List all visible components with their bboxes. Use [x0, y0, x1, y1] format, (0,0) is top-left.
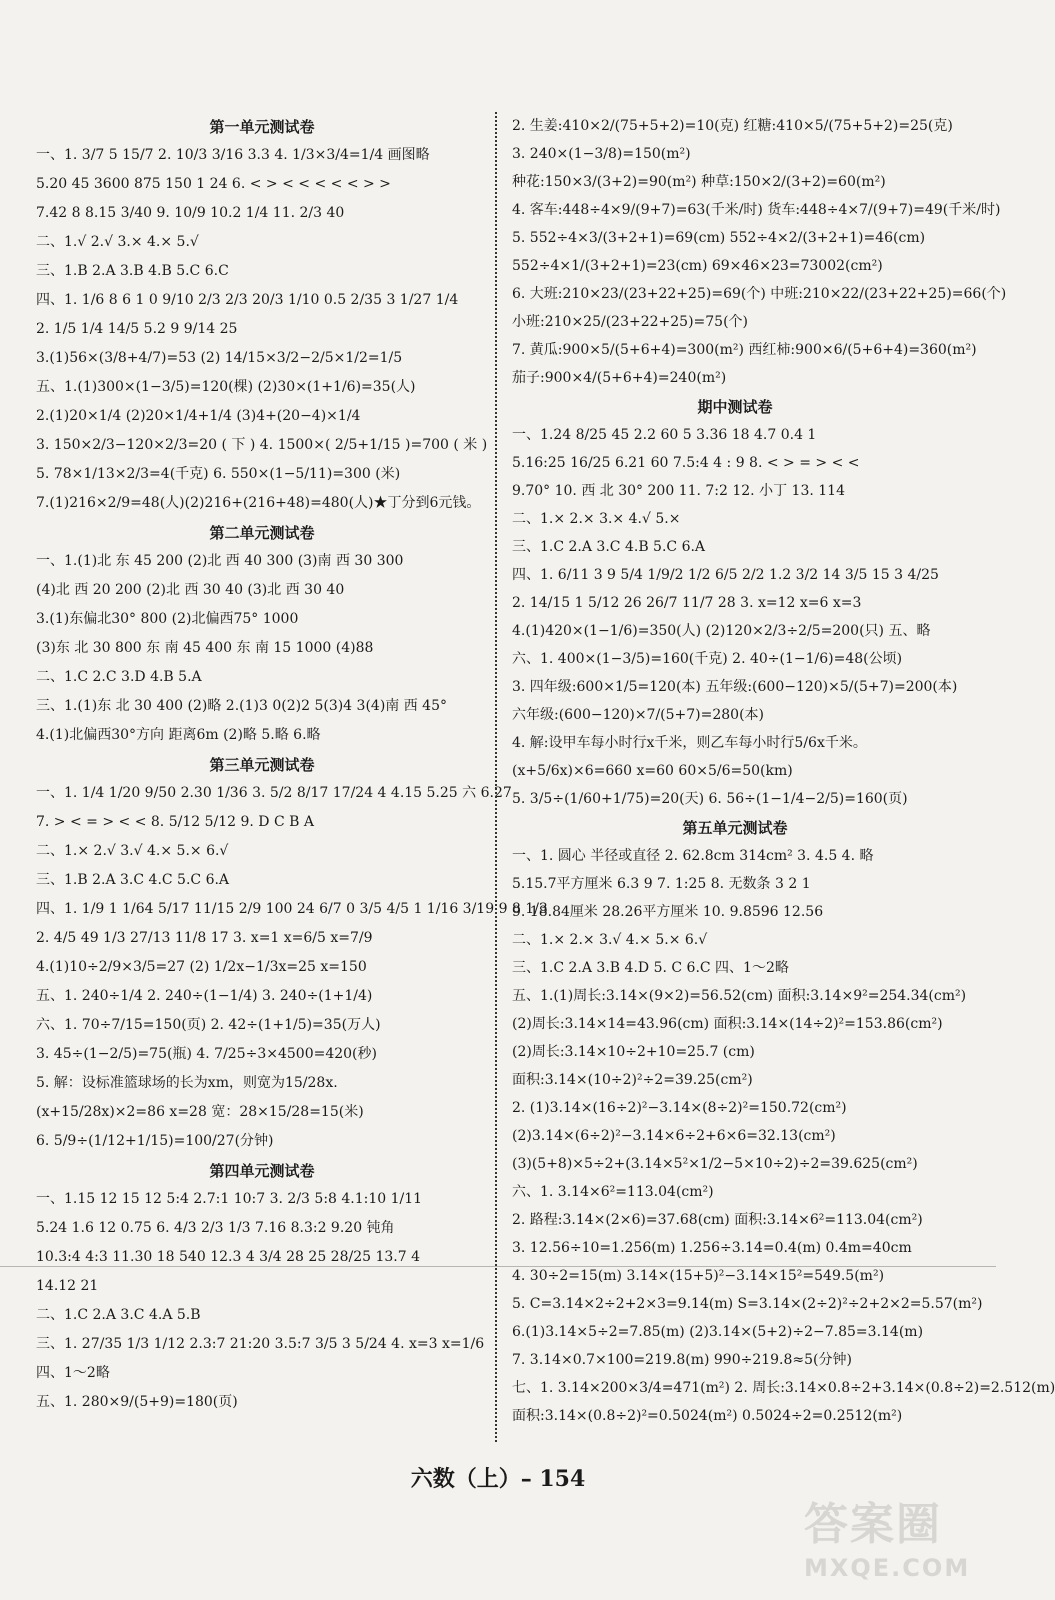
answer-line: 14.12 21: [36, 1278, 99, 1294]
answer-line: 六年级:(600−120)×7/(5+7)=280(本): [512, 707, 765, 723]
answer-line: 三、1.C 2.A 3.C 4.B 5.C 6.A: [512, 539, 706, 555]
answer-line: 2.(1)20×1/4 (2)20×1/4+1/4 (3)4+(20−4)×1/4: [36, 408, 361, 424]
answer-line: 5. C=3.14×2÷2+2×3=9.14(m) S=3.14×(2÷2)²÷2+2×2=5.57(m²): [512, 1296, 983, 1312]
answer-line: 五、1.(1)周长:3.14×(9×2)=56.52(cm) 面积:3.14×9²=254.34(cm²): [512, 988, 967, 1004]
answer-line: 四、1～2略: [36, 1365, 110, 1381]
answer-line: 五、1. 280×9/(5+9)=180(页): [36, 1394, 238, 1410]
answer-line: 7. 3.14×0.7×100=219.8(m) 990÷219.8≈5(分钟): [512, 1352, 852, 1368]
section-title: 第四单元测试卷: [209, 1162, 315, 1180]
answer-line: 3.(1)56×(3/8+4/7)=53 (2) 14/15×3/2−2/5×1/2=1/5: [36, 350, 403, 366]
answer-line: 5. 解：设标准篮球场的长为xm，则宽为15/28x.: [36, 1075, 338, 1091]
answer-line: 6. 5/9÷(1/12+1/15)=100/27(分钟): [36, 1133, 274, 1149]
answer-line: 3.(1)东偏北30° 800 (2)北偏西75° 1000: [36, 611, 299, 627]
answer-line: 小班:210×25/(23+22+25)=75(个): [512, 314, 748, 330]
answer-line: 3. 240×(1−3/8)=150(m²): [512, 146, 691, 162]
answer-line: 种花:150×3/(3+2)=90(m²) 种草:150×2/(3+2)=60(m²): [512, 174, 886, 190]
answer-line: 二、1.C 2.C 3.D 4.B 5.A: [36, 669, 202, 685]
answer-line: 一、1.24 8/25 45 2.2 60 5 3.36 18 4.7 0.4 1: [512, 427, 817, 443]
answer-line: 5. 78×1/13×2/3=4(千克) 6. 550×(1−5/11)=300 (米): [36, 466, 401, 482]
answer-line: 5. 552÷4×3/(3+2+1)=69(cm) 552÷4×2/(3+2+1)=46(cm): [512, 230, 926, 246]
answer-line: (2)周长:3.14×10÷2+10=25.7 (cm): [512, 1044, 755, 1060]
answer-line: 4.(1)北偏西30°方向 距离6m (2)略 5.略 6.略: [36, 727, 321, 743]
answer-line: 面积:3.14×(10÷2)²÷2=39.25(cm²): [512, 1072, 753, 1088]
watermark-text: 答案圈: [804, 1499, 942, 1550]
watermark-url: MXQE.COM: [804, 1554, 971, 1582]
answer-line: 7.42 8 8.15 3/40 9. 10/9 10.2 1/4 11. 2/3 40: [36, 205, 345, 221]
answer-line: 4.(1)420×(1−1/6)=350(人) (2)120×2/3÷2/5=200(只) 五、略: [512, 623, 931, 639]
answer-line: 2. 生姜:410×2/(75+5+2)=10(克) 红糖:410×5/(75+5+2)=25(克): [512, 118, 953, 134]
section-title: 第一单元测试卷: [209, 118, 315, 136]
answer-line: (3)东 北 30 800 东 南 45 400 东 南 15 1000 (4)88: [36, 640, 374, 656]
section-title: 第五单元测试卷: [682, 819, 788, 837]
answer-line: 7. 黄瓜:900×5/(5+6+4)=300(m²) 西红柿:900×6/(5+6+4)=360(m²): [512, 342, 977, 358]
answer-line: 六、1. 400×(1−3/5)=160(千克) 2. 40÷(1−1/6)=48(公顷): [512, 651, 903, 667]
answer-line: 六、1. 3.14×6²=113.04(cm²): [512, 1184, 714, 1200]
answer-line: (2)3.14×(6÷2)²−3.14×6÷2+6×6=32.13(cm²): [512, 1128, 836, 1144]
answer-line: 二、1.× 2.× 3.√ 4.× 5.× 6.√: [512, 932, 708, 948]
answer-line: 5.20 45 3600 875 150 1 24 6. < > < < < < < > >: [36, 176, 391, 192]
answer-line: 一、1. 3/7 5 15/7 2. 10/3 3/16 3.3 4. 1/3×3/4=1/4 画图略: [36, 147, 430, 163]
answer-line: 5. 3/5÷(1/60+1/75)=20(天) 6. 56÷(1−1/4−2/5)=160(页): [512, 791, 908, 807]
answer-line: 2. 14/15 1 5/12 26 26/7 11/7 28 3. x=12 x=6 x=3: [512, 595, 862, 611]
answer-line: 四、1. 1/9 1 1/64 5/17 11/15 2/9 100 24 6/7 0 3/5 4/5 1 1/16 3/19 9 8 1/3: [36, 901, 548, 917]
left-column: [36, 112, 548, 1417]
answer-line: 4. 解:设甲车每小时行x千米，则乙车每小时行5/6x千米。: [512, 735, 867, 751]
answer-line: (2)周长:3.14×14=43.96(cm) 面积:3.14×(14÷2)²=153.86(cm²): [512, 1016, 943, 1032]
answer-line: 三、1.B 2.A 3.C 4.C 5.C 6.A: [36, 872, 230, 888]
answer-line: 五、1.(1)300×(1−3/5)=120(棵) (2)30×(1+1/6)=35(人): [36, 379, 416, 395]
answer-line: 四、1. 6/11 3 9 5/4 1/9/2 1/2 6/5 2/2 1.2 3/2 14 3/5 15 3 4/25: [512, 567, 939, 583]
page-footer: 六数（上）– 154: [410, 1466, 586, 1492]
answer-line: 2. 4/5 49 1/3 27/13 11/8 17 3. x=1 x=6/5 x=7/9: [36, 930, 373, 946]
section-title: 期中测试卷: [697, 398, 773, 416]
answer-line: 3. 150×2/3−120×2/3=20 ( 下 ) 4. 1500×( 2/5+1/15 )=700 ( 米 ): [36, 437, 488, 453]
right-column: [512, 112, 1055, 1430]
scan-line: [0, 1266, 996, 1267]
answer-line: 六、1. 70÷7/15=150(页) 2. 42÷(1+1/5)=35(万人): [36, 1017, 381, 1033]
answer-line: 一、1. 1/4 1/20 9/50 2.30 1/36 3. 5/2 8/17 17/24 4 4.15 5.25 六 6.27: [36, 785, 512, 801]
answer-line: 2. 1/5 1/4 14/5 5.2 9 9/14 25: [36, 321, 238, 337]
answer-line: 五、1. 240÷1/4 2. 240÷(1−1/4) 3. 240÷(1+1/4): [36, 988, 373, 1004]
answer-line: 三、1.B 2.A 3.B 4.B 5.C 6.C: [36, 263, 229, 279]
answer-line: 二、1.C 2.A 3.C 4.A 5.B: [36, 1307, 201, 1323]
answer-line: 二、1.√ 2.√ 3.× 4.× 5.√: [36, 234, 199, 250]
answer-line: 3. 四年级:600×1/5=120(本) 五年级:(600−120)×5/(5+7)=200(本): [512, 679, 958, 695]
answer-line: 4. 30÷2=15(m) 3.14×(15+5)²−3.14×15²=549.5(m²): [512, 1268, 885, 1284]
answer-line: 七、1. 3.14×200×3/4=471(m²) 2. 周长:3.14×0.8÷2+3.14×(0.8÷2)=2.512(m): [512, 1380, 1055, 1396]
answer-line: (x+15/28x)×2=86 x=28 宽：28×15/28=15(米): [36, 1104, 364, 1120]
answer-line: 一、1.(1)北 东 45 200 (2)北 西 40 300 (3)南 西 30 300: [36, 553, 404, 569]
answer-line: 10.3:4 4:3 11.30 18 540 12.3 4 3/4 28 25 28/25 13.7 4: [36, 1249, 421, 1265]
answer-line: 3. 12.56÷10=1.256(m) 1.256÷3.14=0.4(m) 0.4m=40cm: [512, 1240, 912, 1256]
answer-line: 三、1.(1)东 北 30 400 (2)略 2.(1)3 0(2)2 5(3)4 3(4)南 西 45°: [36, 698, 447, 714]
answer-line: 三、1.C 2.A 3.B 4.D 5. C 6.C 四、1～2略: [512, 960, 789, 976]
answer-line: 5.16:25 16/25 6.21 60 7.5:4 4 : 9 8. < > = > < <: [512, 455, 860, 471]
answer-line: 三、1. 27/35 1/3 1/12 2.3:7 21:20 3.5:7 3/5 3 5/24 4. x=3 x=1/6: [36, 1336, 485, 1352]
answer-line: 5.15.7平方厘米 6.3 9 7. 1:25 8. 无数条 3 2 1: [512, 876, 811, 892]
answer-line: 二、1.× 2.√ 3.√ 4.× 5.× 6.√: [36, 843, 229, 859]
answer-line: 茄子:900×4/(5+6+4)=240(m²): [512, 370, 727, 386]
answer-line: (4)北 西 20 200 (2)北 西 30 40 (3)北 西 30 40: [36, 582, 345, 598]
answer-line: 2. 路程:3.14×(2×6)=37.68(cm) 面积:3.14×6²=113.04(cm²): [512, 1212, 923, 1228]
answer-line: 4.(1)10÷2/9×3/5=27 (2) 1/2x−1/3x=25 x=150: [36, 959, 367, 975]
answer-line: 3. 45÷(1−2/5)=75(瓶) 4. 7/25÷3×4500=420(秒): [36, 1046, 377, 1062]
answer-line: 面积:3.14×(0.8÷2)²=0.5024(m²) 0.5024÷2=0.2512(m²): [512, 1408, 903, 1424]
answer-line: 9.70° 10. 西 北 30° 200 11. 7:2 12. 小丁 13. 114: [512, 483, 845, 499]
answer-line: 7.(1)216×2/9=48(人)(2)216+(216+48)=480(人)★丁分到6元钱。: [36, 495, 481, 511]
answer-line: (3)(5+8)×5÷2+(3.14×5²×1/2−5×10÷2)÷2=39.625(cm²): [512, 1156, 918, 1172]
answer-line: 二、1.× 2.× 3.× 4.√ 5.×: [512, 511, 681, 527]
answer-line: 6.(1)3.14×5÷2=7.85(m) (2)3.14×(5+2)÷2−7.85=3.14(m): [512, 1324, 924, 1340]
watermark-logo: [804, 1488, 974, 1583]
answer-line: 2. (1)3.14×(16÷2)²−3.14×(8÷2)²=150.72(cm²): [512, 1100, 847, 1116]
answer-line: (x+5/6x)×6=660 x=60 60×5/6=50(km): [512, 763, 793, 779]
answer-line: 5.24 1.6 12 0.75 6. 4/3 2/3 1/3 7.16 8.3:2 9.20 钝角: [36, 1220, 395, 1236]
answer-line: 一、1. 圆心 半径或直径 2. 62.8cm 314cm² 3. 4.5 4. 略: [512, 848, 874, 864]
answer-line: 7. > < = > < < 8. 5/12 5/12 9. D C B A: [36, 814, 314, 830]
answer-line: 9. 18.84厘米 28.26平方厘米 10. 9.8596 12.56: [512, 904, 824, 920]
answer-line: 4. 客车:448÷4×9/(9+7)=63(千米/时) 货车:448÷4×7/(9+7)=49(千米/时): [512, 202, 1001, 218]
answer-line: 6. 大班:210×23/(23+22+25)=69(个) 中班:210×22/(23+22+25)=66(个): [512, 286, 1007, 302]
section-title: 第三单元测试卷: [209, 756, 315, 774]
section-title: 第二单元测试卷: [209, 524, 315, 542]
answer-line: 四、1. 1/6 8 6 1 0 9/10 2/3 2/3 20/3 1/10 0.5 2/35 3 1/27 1/4: [36, 292, 459, 308]
column-divider: [495, 112, 497, 1442]
answer-line: 552÷4×1/(3+2+1)=23(cm) 69×46×23=73002(cm²): [512, 258, 883, 274]
answer-line: 一、1.15 12 15 12 5:4 2.7:1 10:7 3. 2/3 5:8 4.1:10 1/11: [36, 1191, 423, 1207]
